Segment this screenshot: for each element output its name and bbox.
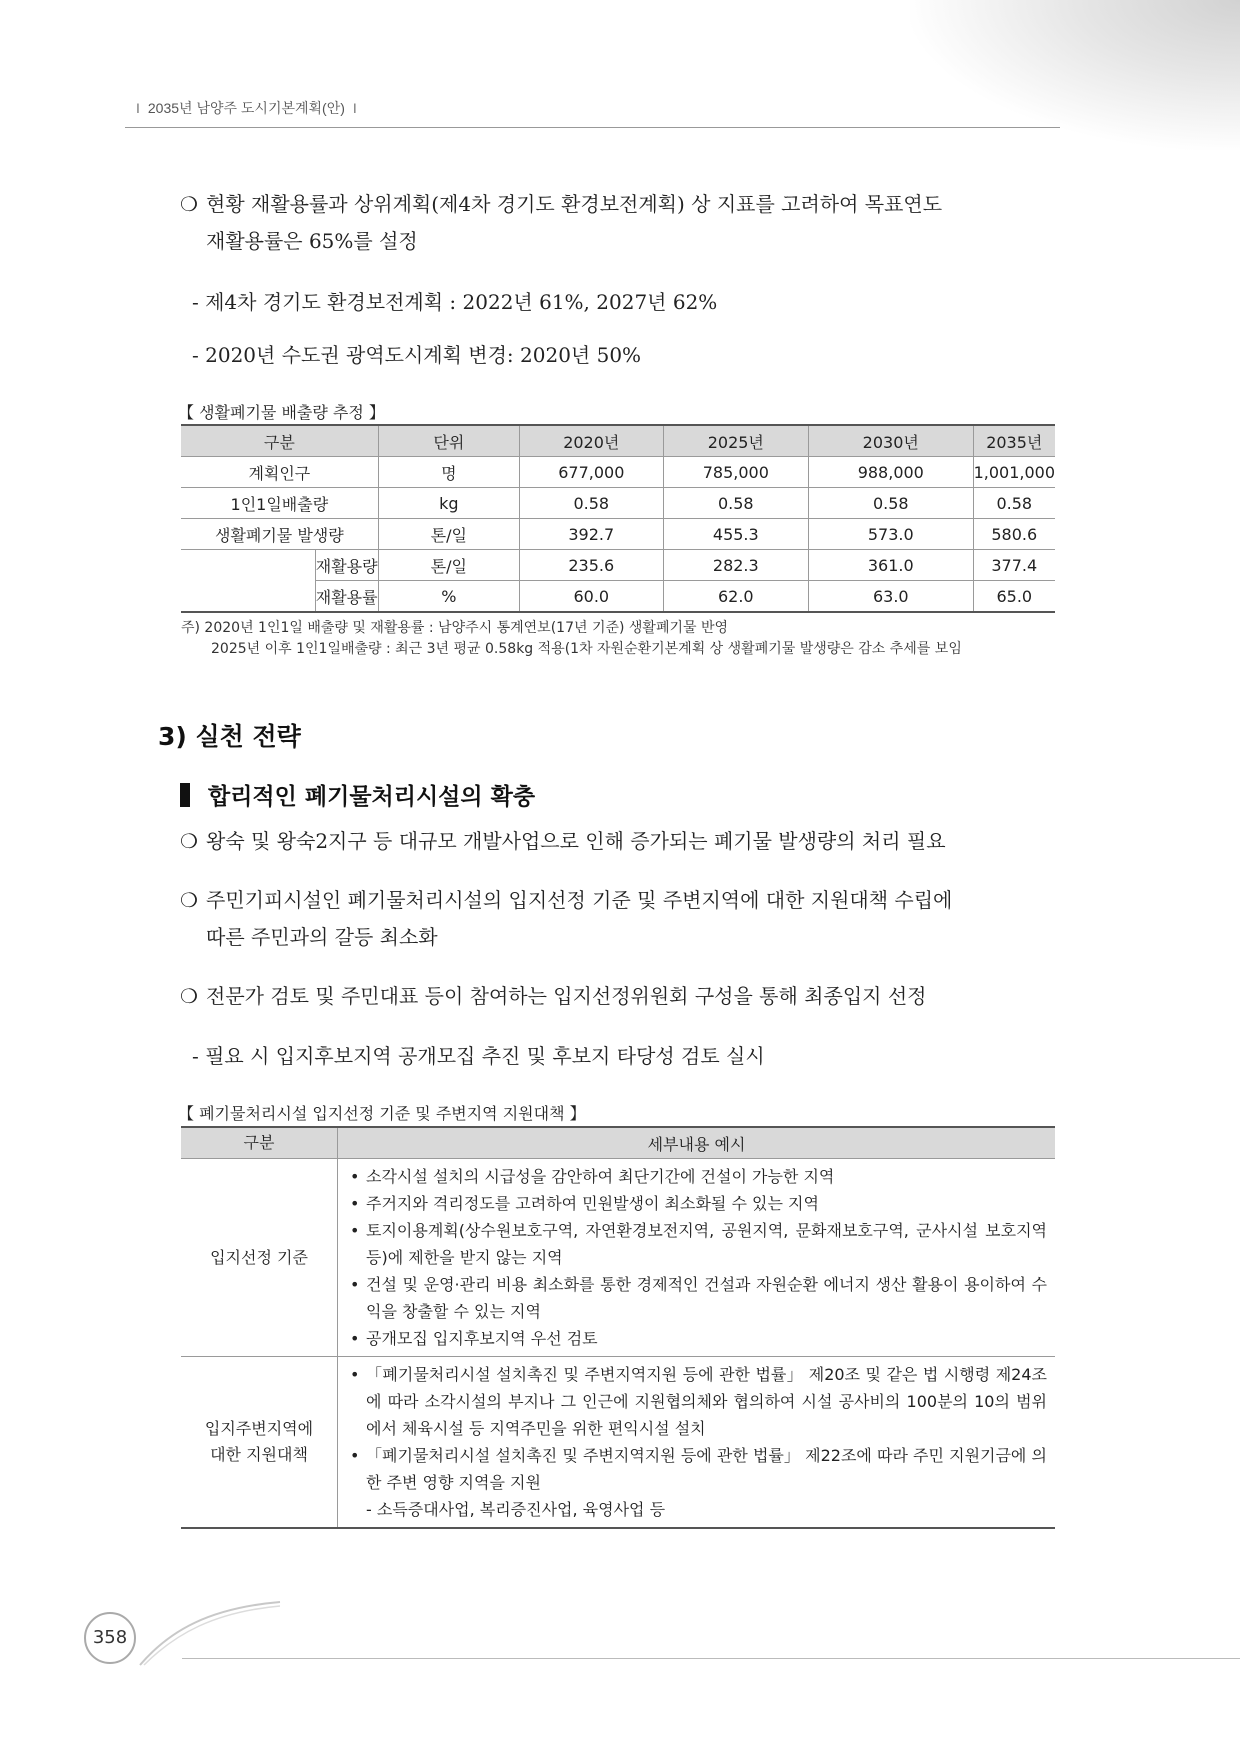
- header-cell: 구분: [181, 1127, 338, 1159]
- row-label: 1인1일배출량: [181, 488, 378, 519]
- intro-dash-1: - 제4차 경기도 환경보전계획 : 2022년 61%, 2027년 62%: [192, 290, 718, 314]
- section-bullet-2: [180, 882, 1060, 956]
- category-cell: [181, 1357, 338, 1529]
- running-header: I 2035년 남양주 도시기본계획(안) I: [136, 100, 357, 116]
- intro-bullet-1-line2: 재활용률은 65%를 설정: [206, 229, 418, 253]
- cell: 785,000: [663, 457, 808, 488]
- cell: 63.0: [808, 581, 973, 613]
- section-bullet-2-line2: 따른 주민과의 갈등 최소화: [206, 925, 438, 949]
- table1-note-2: 2025년 이후 1인1일배출량 : 최근 3년 평균 0.58kg 적용(1차 자원순환기본계획 상 생활폐기물 발생량은 감소 추세를 보임: [211, 641, 962, 657]
- cell: 0.58: [973, 488, 1055, 519]
- table-row: [181, 550, 1055, 581]
- section-bullet-3: [180, 978, 1060, 1015]
- row-unit: kg: [378, 488, 519, 519]
- header-title: 2035년 남양주 도시기본계획(안): [147, 100, 345, 116]
- row-label: 재활용량: [315, 550, 378, 581]
- cell: 282.3: [663, 550, 808, 581]
- cell: 988,000: [808, 457, 973, 488]
- square-bullet-icon: [180, 783, 190, 807]
- footer-swoosh-decoration: [130, 1600, 290, 1670]
- cell: 1,001,000: [973, 457, 1055, 488]
- cell: 60.0: [519, 581, 663, 613]
- table1-note-1: 주) 2020년 1인1일 배출량 및 재활용률 : 남양주시 통계연보(17년 기준) 생활폐기물 반영: [181, 620, 729, 636]
- list-item: • 「폐기물처리시설 설치촉진 및 주변지역지원 등에 관한 법률」 제20조 및 같은 법 시행령 제24조에 따라 소각시설의 부지나 그 인근에 지원협의체와 협의하여 시설 공사비의 100분의 10의 범위에서 체육시설 등 지역주민을 위한 편익시설 설치: [350, 1361, 1047, 1442]
- list-item: • 「폐기물처리시설 설치촉진 및 주변지역지원 등에 관한 법률」 제22조에 따라 주민 지원기금에 의한 주변 영향 지역을 지원: [350, 1442, 1047, 1496]
- list-item: • 소각시설 설치의 시급성을 감안하여 최단기간에 건설이 가능한 지역: [350, 1163, 1047, 1190]
- section-bullet-1: [180, 823, 1060, 860]
- header-cell: 2035년: [973, 425, 1055, 457]
- row-label: 계획인구: [181, 457, 378, 488]
- table-header-row: [181, 425, 1055, 457]
- page-number: 358: [84, 1612, 136, 1664]
- cell: 580.6: [973, 519, 1055, 550]
- category-cell: 입지선정 기준: [181, 1159, 338, 1357]
- cell: 62.0: [663, 581, 808, 613]
- cell: 65.0: [973, 581, 1055, 613]
- header-cell: 구분: [263, 432, 295, 452]
- indent-cell: [181, 550, 315, 613]
- intro-dash-2: - 2020년 수도권 광역도시계획 변경: 2020년 50%: [192, 343, 642, 367]
- subsection-heading-text: 합리적인 폐기물처리시설의 확충: [208, 784, 536, 810]
- section-heading: 3) 실천 전략: [158, 722, 301, 751]
- table-row: [181, 457, 1055, 488]
- list-item: • 토지이용계획(상수원보호구역, 자연환경보전지역, 공원지역, 문화재보호구역, 군사시설 보호지역 등)에 제한을 받지 않는 지역: [350, 1217, 1047, 1271]
- cell: 455.3: [663, 519, 808, 550]
- site-selection-table: [181, 1126, 1055, 1529]
- circle-bullet-icon: ❍: [180, 888, 198, 912]
- section-dash: - 필요 시 입지후보지역 공개모집 추진 및 후보지 타당성 검토 실시: [192, 1044, 765, 1068]
- section-bullet-2-line1: 주민기피시설인 폐기물처리시설의 입지선정 기준 및 주변지역에 대한 지원대책 수립에: [206, 888, 953, 912]
- support-list: [350, 1361, 1047, 1523]
- detail-cell: [338, 1357, 1056, 1529]
- cell: 0.58: [663, 488, 808, 519]
- table-row: [181, 1357, 1055, 1529]
- row-unit: %: [378, 581, 519, 613]
- category-line: 대한 지원대책: [210, 1445, 308, 1464]
- header-cell: 2025년: [663, 425, 808, 457]
- cell: 377.4: [973, 550, 1055, 581]
- intro-bullet-1-line1: 현황 재활용률과 상위계획(제4차 경기도 환경보전계획) 상 지표를 고려하여 목표연도: [206, 192, 943, 216]
- table-header-row: [181, 1127, 1055, 1159]
- cell: 0.58: [808, 488, 973, 519]
- cell: 677,000: [519, 457, 663, 488]
- list-sub-item: - 소득증대사업, 복리증진사업, 육영사업 등: [366, 1500, 666, 1519]
- cell: 361.0: [808, 550, 973, 581]
- detail-cell: [338, 1159, 1056, 1357]
- subsection-heading: [180, 778, 535, 811]
- circle-bullet-icon: ❍: [180, 984, 198, 1008]
- header-cell: 2020년: [519, 425, 663, 457]
- category-line: 입지주변지역에: [204, 1419, 314, 1438]
- cell: 235.6: [519, 550, 663, 581]
- list-item: • 건설 및 운영·관리 비용 최소화를 통한 경제적인 건설과 자원순환 에너지 생산 활용이 용이하여 수익을 창출할 수 있는 지역: [350, 1271, 1047, 1325]
- section-bullet-1-text: 왕숙 및 왕숙2지구 등 대규모 개발사업으로 인해 증가되는 폐기물 발생량의 처리 필요: [206, 829, 946, 853]
- cell: 573.0: [808, 519, 973, 550]
- table-row: [181, 1159, 1055, 1357]
- footer-divider: [182, 1658, 1240, 1659]
- header-cell: 2030년: [808, 425, 973, 457]
- table-row: [181, 488, 1055, 519]
- row-label: 재활용률: [315, 581, 378, 613]
- circle-bullet-icon: ❍: [180, 192, 198, 216]
- header-cell: 단위: [378, 425, 519, 457]
- intro-bullet-1: [180, 186, 1060, 260]
- section-bullet-3-text: 전문가 검토 및 주민대표 등이 참여하는 입지선정위원회 구성을 통해 최종입지 선정: [206, 984, 927, 1008]
- cell: 392.7: [519, 519, 663, 550]
- cell: 0.58: [519, 488, 663, 519]
- criteria-list: [350, 1163, 1047, 1352]
- table-row: [181, 519, 1055, 550]
- header-cell: 세부내용 예시: [338, 1127, 1056, 1159]
- row-unit: 톤/일: [378, 550, 519, 581]
- table2-title: 【 폐기물처리시설 입지선정 기준 및 주변지역 지원대책 】: [178, 1104, 586, 1123]
- row-unit: 명: [378, 457, 519, 488]
- table1-title: 【 생활폐기물 배출량 추정 】: [178, 403, 385, 422]
- waste-estimate-table: [181, 424, 1055, 613]
- row-label: 생활폐기물 발생량: [181, 519, 378, 550]
- row-unit: 톤/일: [378, 519, 519, 550]
- list-item: • 주거지와 격리정도를 고려하여 민원발생이 최소화될 수 있는 지역: [350, 1190, 1047, 1217]
- circle-bullet-icon: ❍: [180, 829, 198, 853]
- list-item: • 공개모집 입지후보지역 우선 검토: [350, 1325, 1047, 1352]
- header-divider: [125, 127, 1060, 128]
